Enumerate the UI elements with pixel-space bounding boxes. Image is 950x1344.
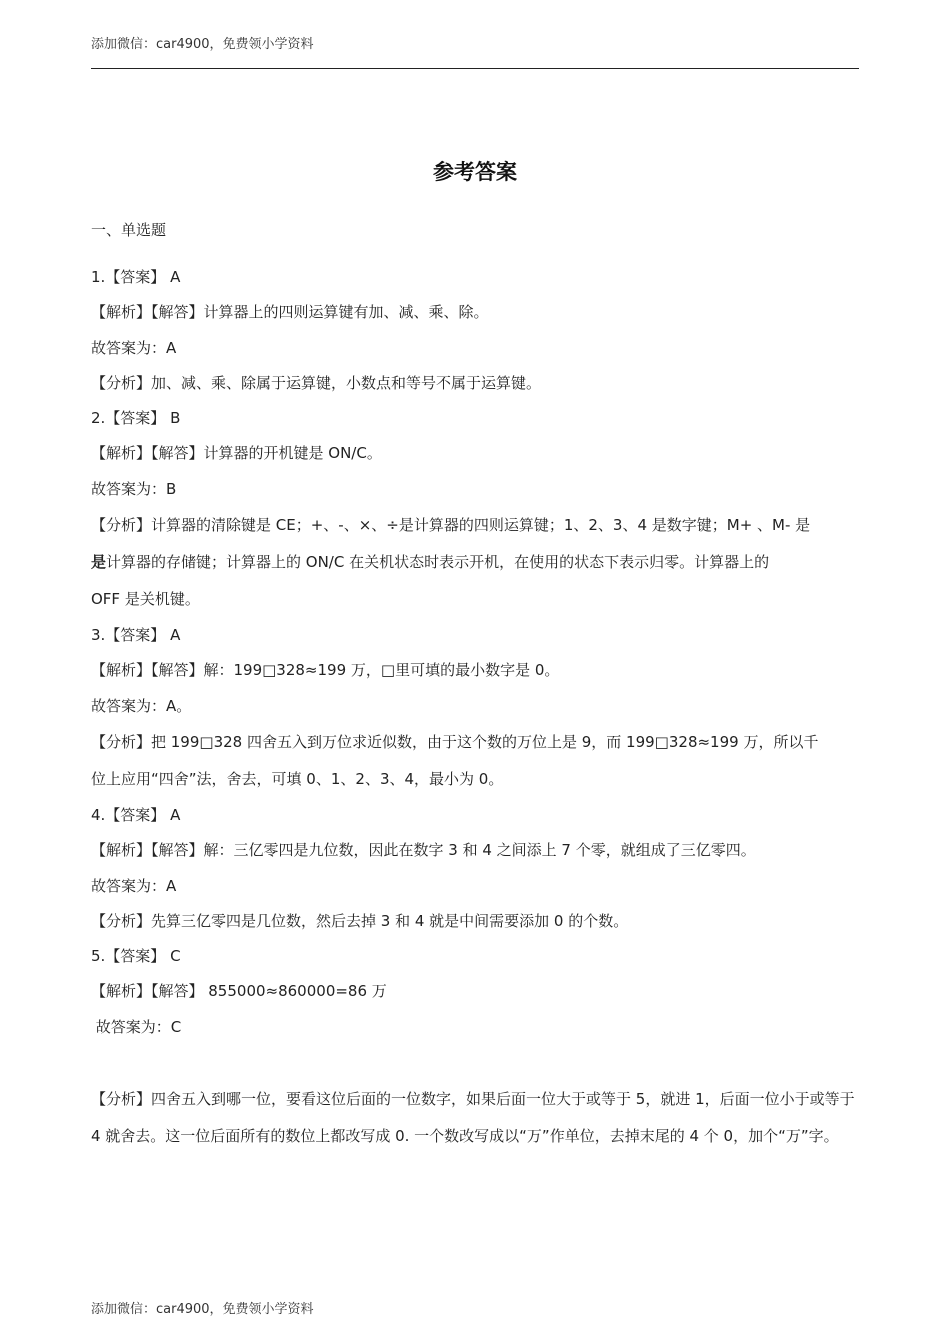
q2-comment-line1: 【分析】计算器的清除键是 CE；+、-、×、÷是计算器的四则运算键；1、2、3、4 是数字键；M+ 、M- 是	[91, 516, 811, 535]
q4-comment: 【分析】先算三亿零四是几位数，然后去掉 3 和 4 就是中间需要添加 0 的个数。	[91, 911, 629, 930]
section-title: 一、单选题	[91, 221, 167, 239]
q5-analysis: 【解析】【解答】 855000≈860000=86 万	[91, 982, 387, 1001]
q1-analysis: 【解析】【解答】计算器上的四则运算键有加、减、乘、除。	[91, 303, 489, 322]
answer-content	[91, 260, 861, 1155]
q3-comment-line2: 位上应用“四舍”法，舍去，可填 0、1、2、3、4，最小为 0。	[91, 769, 504, 788]
q3-analysis: 【解析】【解答】解：199□328≈199 万，□里可填的最小数字是 0。	[91, 661, 560, 680]
q2-comment-line3: OFF 是关机键。	[91, 590, 200, 609]
q4-answer: 4.【答案】 A	[91, 805, 181, 824]
q3-conclusion: 故答案为：A。	[91, 696, 192, 715]
q2-conclusion: 故答案为：B	[91, 479, 177, 498]
page-footer: 添加微信：car4900，免费领小学资料	[91, 1302, 314, 1317]
header-divider	[91, 68, 859, 69]
q3-answer: 3.【答案】 A	[91, 626, 181, 645]
q5-answer: 5.【答案】 C	[91, 947, 181, 966]
page-header: 添加微信：car4900，免费领小学资料	[91, 37, 314, 52]
q1-conclusion: 故答案为：A	[91, 338, 177, 357]
q2-comment-bold: 是	[91, 553, 107, 572]
q2-analysis: 【解析】【解答】计算器的开机键是 ON/C。	[91, 444, 382, 463]
q3-comment-line1: 【分析】把 199□328 四舍五入到万位求近似数，由于这个数的万位上是 9，而 199□328≈199 万，所以千	[91, 732, 819, 751]
q2-comment-line2	[91, 544, 861, 581]
q1-answer: 1.【答案】 A	[91, 268, 181, 286]
q4-analysis: 【解析】【解答】解：三亿零四是九位数，因此在数字 3 和 4 之间添上 7 个零，就组成了三亿零四。	[91, 841, 756, 860]
page-title: 参考答案	[433, 160, 517, 184]
q2-comment-line2-text: 计算器的存储键；计算器上的 ON/C 在关机状态时表示开机，在使用的状态下表示归零。计算器上的	[106, 553, 770, 572]
q4-conclusion: 故答案为：A	[91, 876, 177, 895]
q5-conclusion: 故答案为：C	[91, 1017, 182, 1036]
q1-comment: 【分析】加、减、乘、除属于运算键，小数点和等号不属于运算键。	[91, 373, 542, 392]
q2-answer: 2.【答案】 B	[91, 409, 181, 428]
spacer	[91, 1045, 861, 1081]
q5-comment: 【分析】四舍五入到哪一位，要看这位后面的一位数字，如果后面一位大于或等于 5，就进 1，后面一位小于或等于 4 就舍去。这一位后面所有的数位上都改写成 0. 一个数改写成以“万”作单位，去掉末尾的 4 个 0，加个“万”字。	[91, 1090, 855, 1146]
